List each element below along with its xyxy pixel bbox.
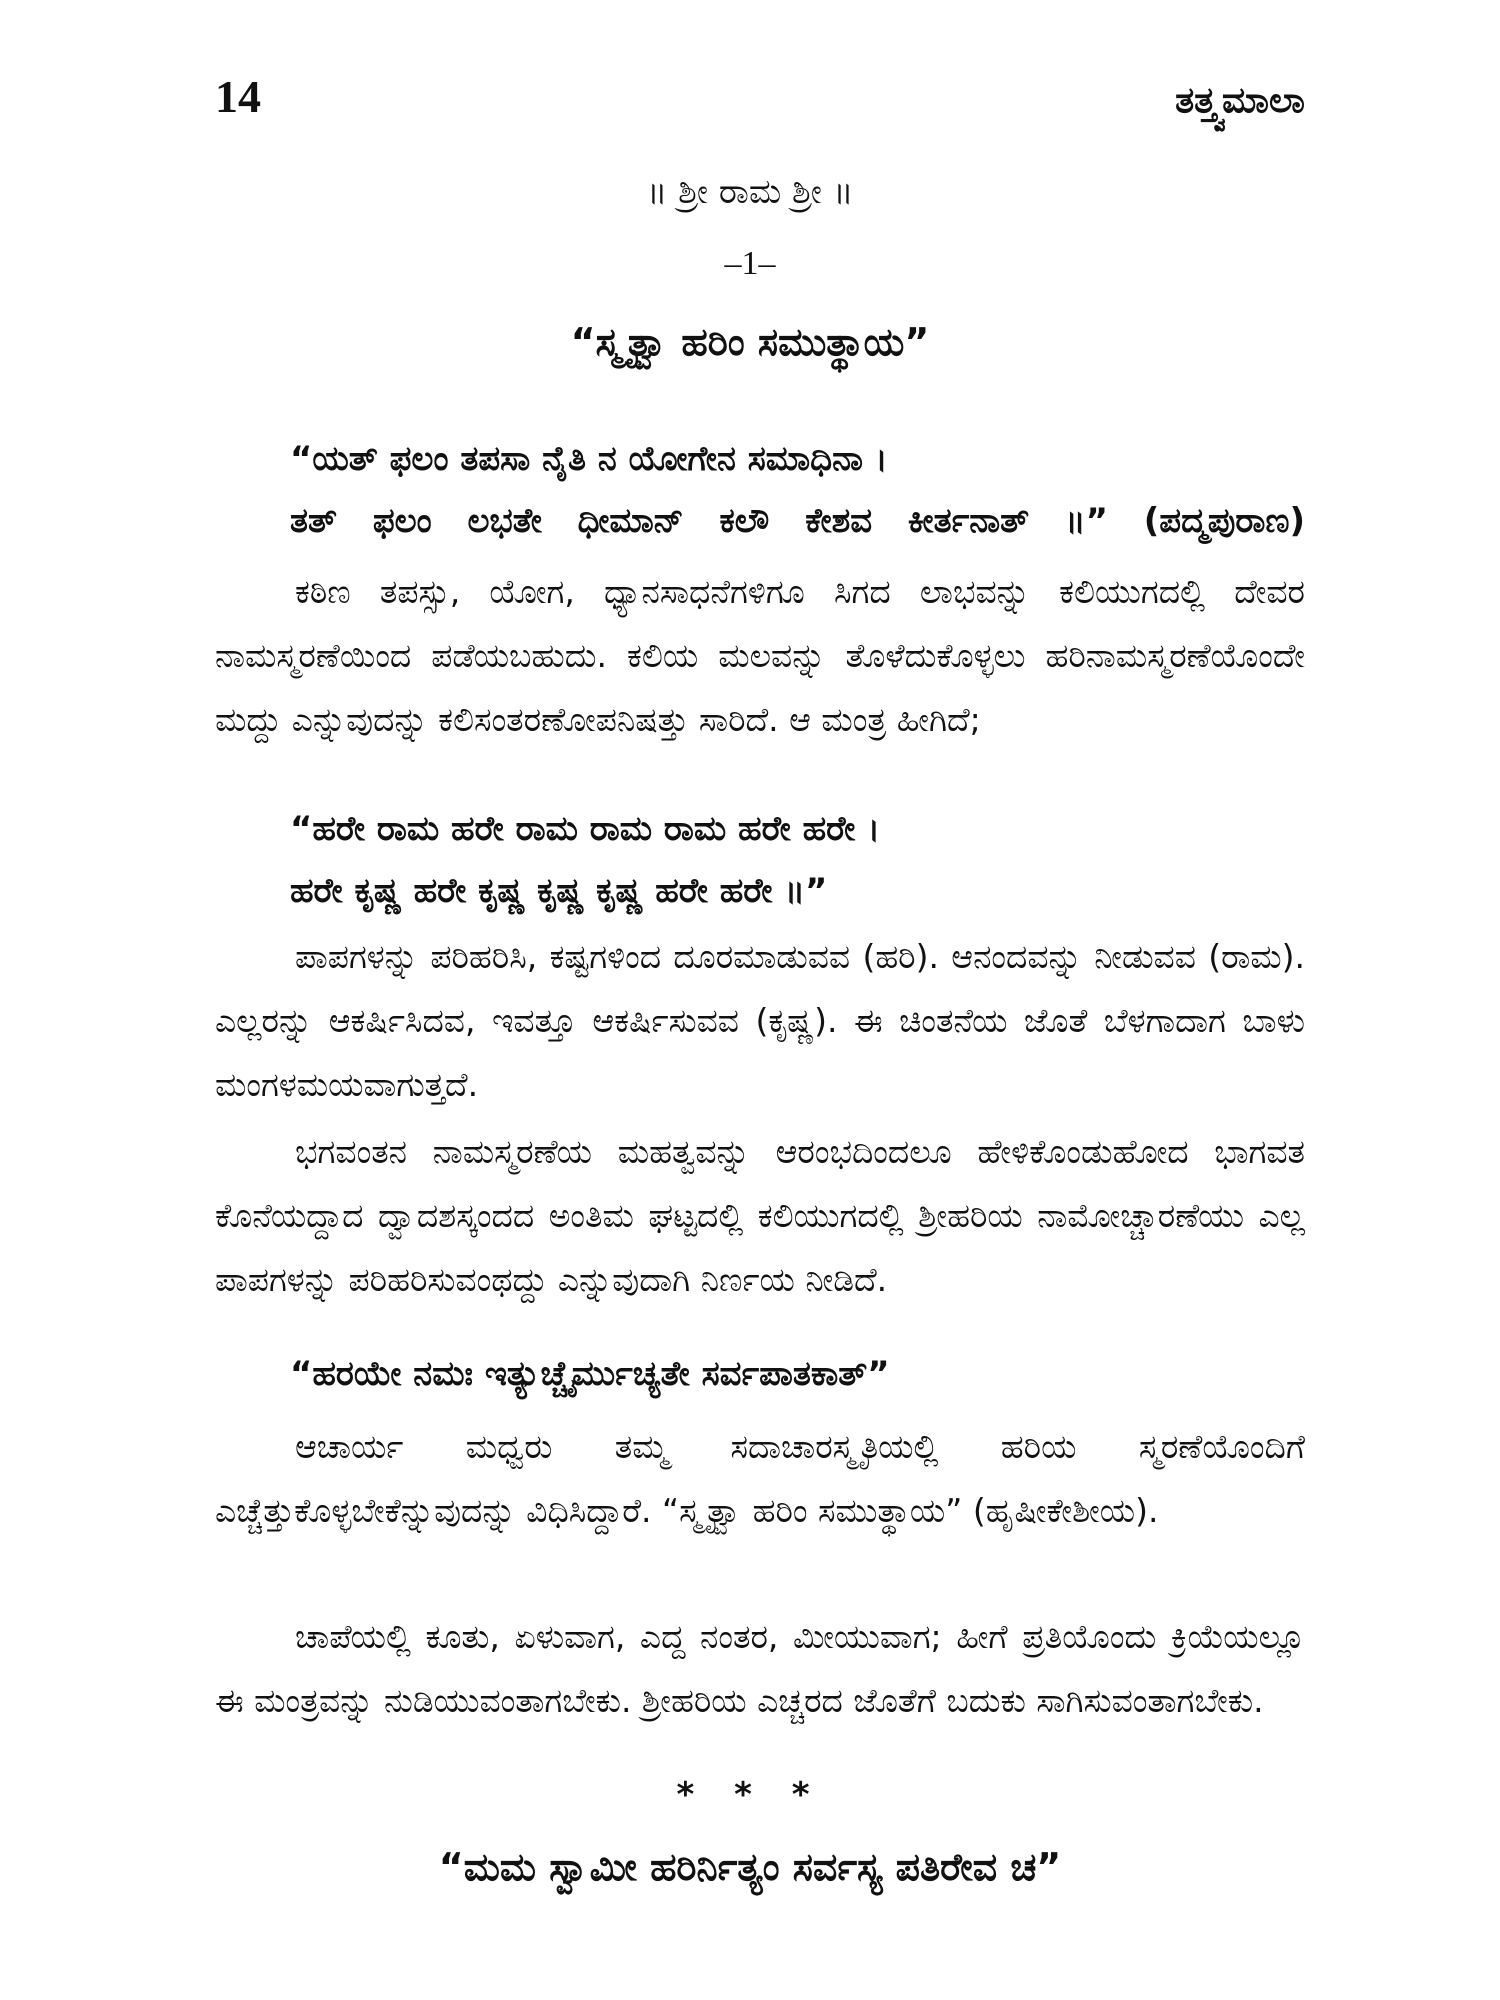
page-number: 14 — [215, 71, 261, 122]
section-title: “ಸ್ಮೃತ್ವಾ ಹರಿಂ ಸಮುತ್ಥಾಯ” — [570, 320, 930, 364]
paragraph: ಆಚಾರ್ಯ ಮಧ್ವರು ತಮ್ಮ ಸದಾಚಾರಸ್ಮೃತಿಯಲ್ಲಿ ಹರಿಯ ಸ್ಮರಣೆಯೊಂದಿಗೆ ಎಚ್ಚೆತ್ತುಕೊಳ್ಳಬೇಕೆನ್ನುವುದನ್ನು ವಿಧಿಸಿದ್ದಾರೆ. “ಸ್ಮೃತ್ವಾ ಹರಿಂ ಸಮುತ್ಥಾಯ” (ಹೃಷೀಕೇಶೀಯ). — [215, 1427, 1305, 1530]
next-section-title: “ಮಮ ಸ್ವಾಮೀ ಹರಿರ್ನಿತ್ಯಂ ಸರ್ವಸ್ಯ ಪತಿರೇವ ಚ” — [438, 1845, 1062, 1889]
verse-line: ತತ್ ಫಲಂ ಲಭತೇ ಧೀಮಾನ್ ಕಲೌ ಕೇಶವ ಕೀರ್ತನಾತ್ ॥” (ಪದ್ಮಪುರಾಣ) — [290, 501, 1305, 541]
verse-line: “ಯತ್ ಫಲಂ ತಪಸಾ ನೈತಿ ನ ಯೋಗೇನ ಸಮಾಧಿನಾ । — [290, 439, 888, 479]
paragraph: ಚಾಪೆಯಲ್ಲಿ ಕೂತು, ಏಳುವಾಗ, ಎದ್ದ ನಂತರ, ಮೀಯುವಾಗ; ಹೀಗೆ ಪ್ರತಿಯೊಂದು ಕ್ರಿಯೆಯಲ್ಲೂ ಈ ಮಂತ್ರವನ್ನು ನುಡಿಯುವಂತಾಗಬೇಕು. ಶ್ರೀಹರಿಯ ಎಚ್ಚರದ ಜೊತೆಗೆ ಬದುಕು ಸಾಗಿಸುವಂತಾಗಬೇಕು. — [215, 1617, 1305, 1720]
paragraph: ಭಗವಂತನ ನಾಮಸ್ಮರಣೆಯ ಮಹತ್ವವನ್ನು ಆರಂಭದಿಂದಲೂ ಹೇಳಿಕೊಂಡುಹೋದ ಭಾಗವತ ಕೊನೆಯದ್ದಾದ ದ್ವಾದಶಸ್ಕಂದದ ಅಂತಿಮ ಘಟ್ಟದಲ್ಲಿ ಕಲಿಯುಗದಲ್ಲಿ ಶ್ರೀಹರಿಯ ನಾಮೋಚ್ಚಾರಣೆಯು ಎಲ್ಲ ಪಾಪಗಳನ್ನು ಪರಿಹರಿಸುವಂಥದ್ದು ಎನ್ನುವುದಾಗಿ ನಿರ್ಣಯ ನೀಡಿದೆ. — [215, 1132, 1305, 1299]
section-separator: * * * — [676, 1775, 824, 1815]
section-number: –1– — [724, 245, 776, 282]
verse-quote — [290, 1343, 1305, 1405]
invocation: ॥ ಶ್ರೀ ರಾಮ ಶ್ರೀ ॥ — [646, 172, 854, 212]
paragraph: ಪಾಪಗಳನ್ನು ಪರಿಹರಿಸಿ, ಕಷ್ಟಗಳಿಂದ ದೂರಮಾಡುವವ (ಹರಿ). ಆನಂದವನ್ನು ನೀಡುವವ (ರಾಮ). ಎಲ್ಲರನ್ನು ಆಕರ್ಷಿಸಿದವ, ಇವತ್ತೂ ಆಕರ್ಷಿಸುವವ (ಕೃಷ್ಣ). ಈ ಚಿಂತನೆಯ ಜೊತೆ ಬೆಳಗಾದಾಗ ಬಾಳು ಮಂಗಳಮಯವಾಗುತ್ತದೆ. — [215, 937, 1305, 1104]
verse-line: “ಹರಯೇ ನಮಃ ಇತ್ಯುಚ್ಚೈರ್ಮುಚ್ಯತೇ ಸರ್ವಪಾತಕಾತ್” — [290, 1354, 890, 1394]
verse-line: ಹರೇ ಕೃಷ್ಣ ಹರೇ ಕೃಷ್ಣ ಕೃಷ್ಣ ಕೃಷ್ಣ ಹರೇ ಹರೇ ॥” — [290, 871, 828, 911]
verse-padmapurana — [290, 428, 1305, 552]
paragraph: ಕಠಿಣ ತಪಸ್ಸು, ಯೋಗ, ಧ್ಯಾನಸಾಧನೆಗಳಿಗೂ ಸಿಗದ ಲಾಭವನ್ನು ಕಲಿಯುಗದಲ್ಲಿ ದೇವರ ನಾಮಸ್ಮರಣೆಯಿಂದ ಪಡೆಯಬಹುದು. ಕಲಿಯ ಮಲವನ್ನು ತೊಳೆದುಕೊಳ್ಳಲು ಹರಿನಾಮಸ್ಮರಣೆಯೊಂದೇ ಮದ್ದು ಎನ್ನುವುದನ್ನು ಕಲಿಸಂತರಣೋಪನಿಷತ್ತು ಸಾರಿದೆ. ಆ ಮಂತ್ರ ಹೀಗಿದೆ; — [215, 572, 1305, 739]
verse-mahamantra — [290, 798, 1305, 922]
running-title: ತತ್ತ್ವಮಾಲಾ — [1175, 80, 1305, 121]
verse-line: “ಹರೇ ರಾಮ ಹರೇ ರಾಮ ರಾಮ ರಾಮ ಹರೇ ಹರೇ । — [290, 809, 881, 849]
